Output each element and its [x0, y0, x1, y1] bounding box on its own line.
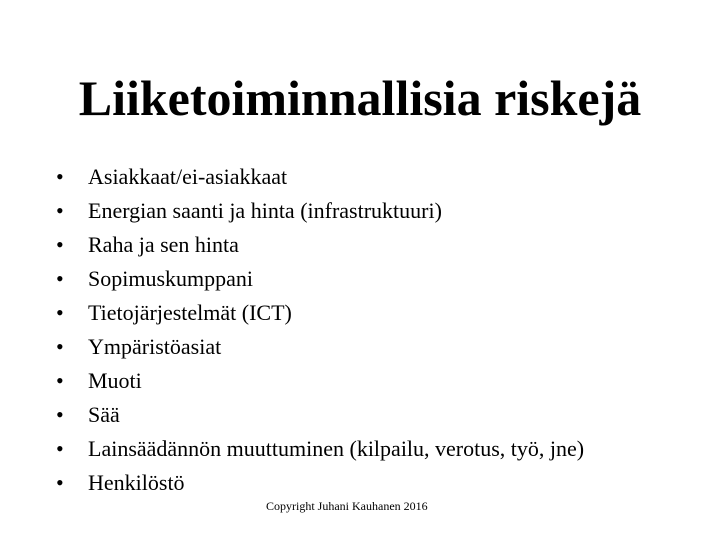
bullet-icon: •	[56, 266, 64, 291]
bullet-icon: •	[56, 232, 64, 257]
bullet-icon: •	[56, 470, 64, 495]
bullet-text: Henkilöstö	[88, 470, 185, 495]
bullet-icon: •	[56, 334, 64, 359]
bullet-text: Raha ja sen hinta	[88, 232, 239, 257]
bullet-icon: •	[56, 436, 64, 461]
bullet-icon: •	[56, 368, 64, 393]
bullet-text: Muoti	[88, 368, 142, 393]
bullet-icon: •	[56, 402, 64, 427]
bullet-icon: •	[56, 300, 64, 325]
slide-title: Liiketoiminnallisia riskejä	[78, 70, 642, 126]
bullet-text: Tietojärjestelmät (ICT)	[88, 300, 292, 325]
bullet-text: Sää	[88, 402, 120, 427]
bullet-text: Asiakkaat/ei-asiakkaat	[88, 164, 288, 189]
bullet-icon: •	[56, 164, 64, 189]
bullet-text: Energian saanti ja hinta (infrastruktuuri)	[88, 198, 442, 223]
copyright-footer: Copyright Juhani Kauhanen 2016	[266, 499, 428, 513]
bullet-text: Lainsäädännön muuttuminen (kilpailu, verotus, työ, jne)	[88, 436, 585, 461]
bullet-text: Ympäristöasiat	[88, 334, 222, 359]
bullet-text: Sopimuskumppani	[88, 266, 254, 291]
bullet-icon: •	[56, 198, 64, 223]
